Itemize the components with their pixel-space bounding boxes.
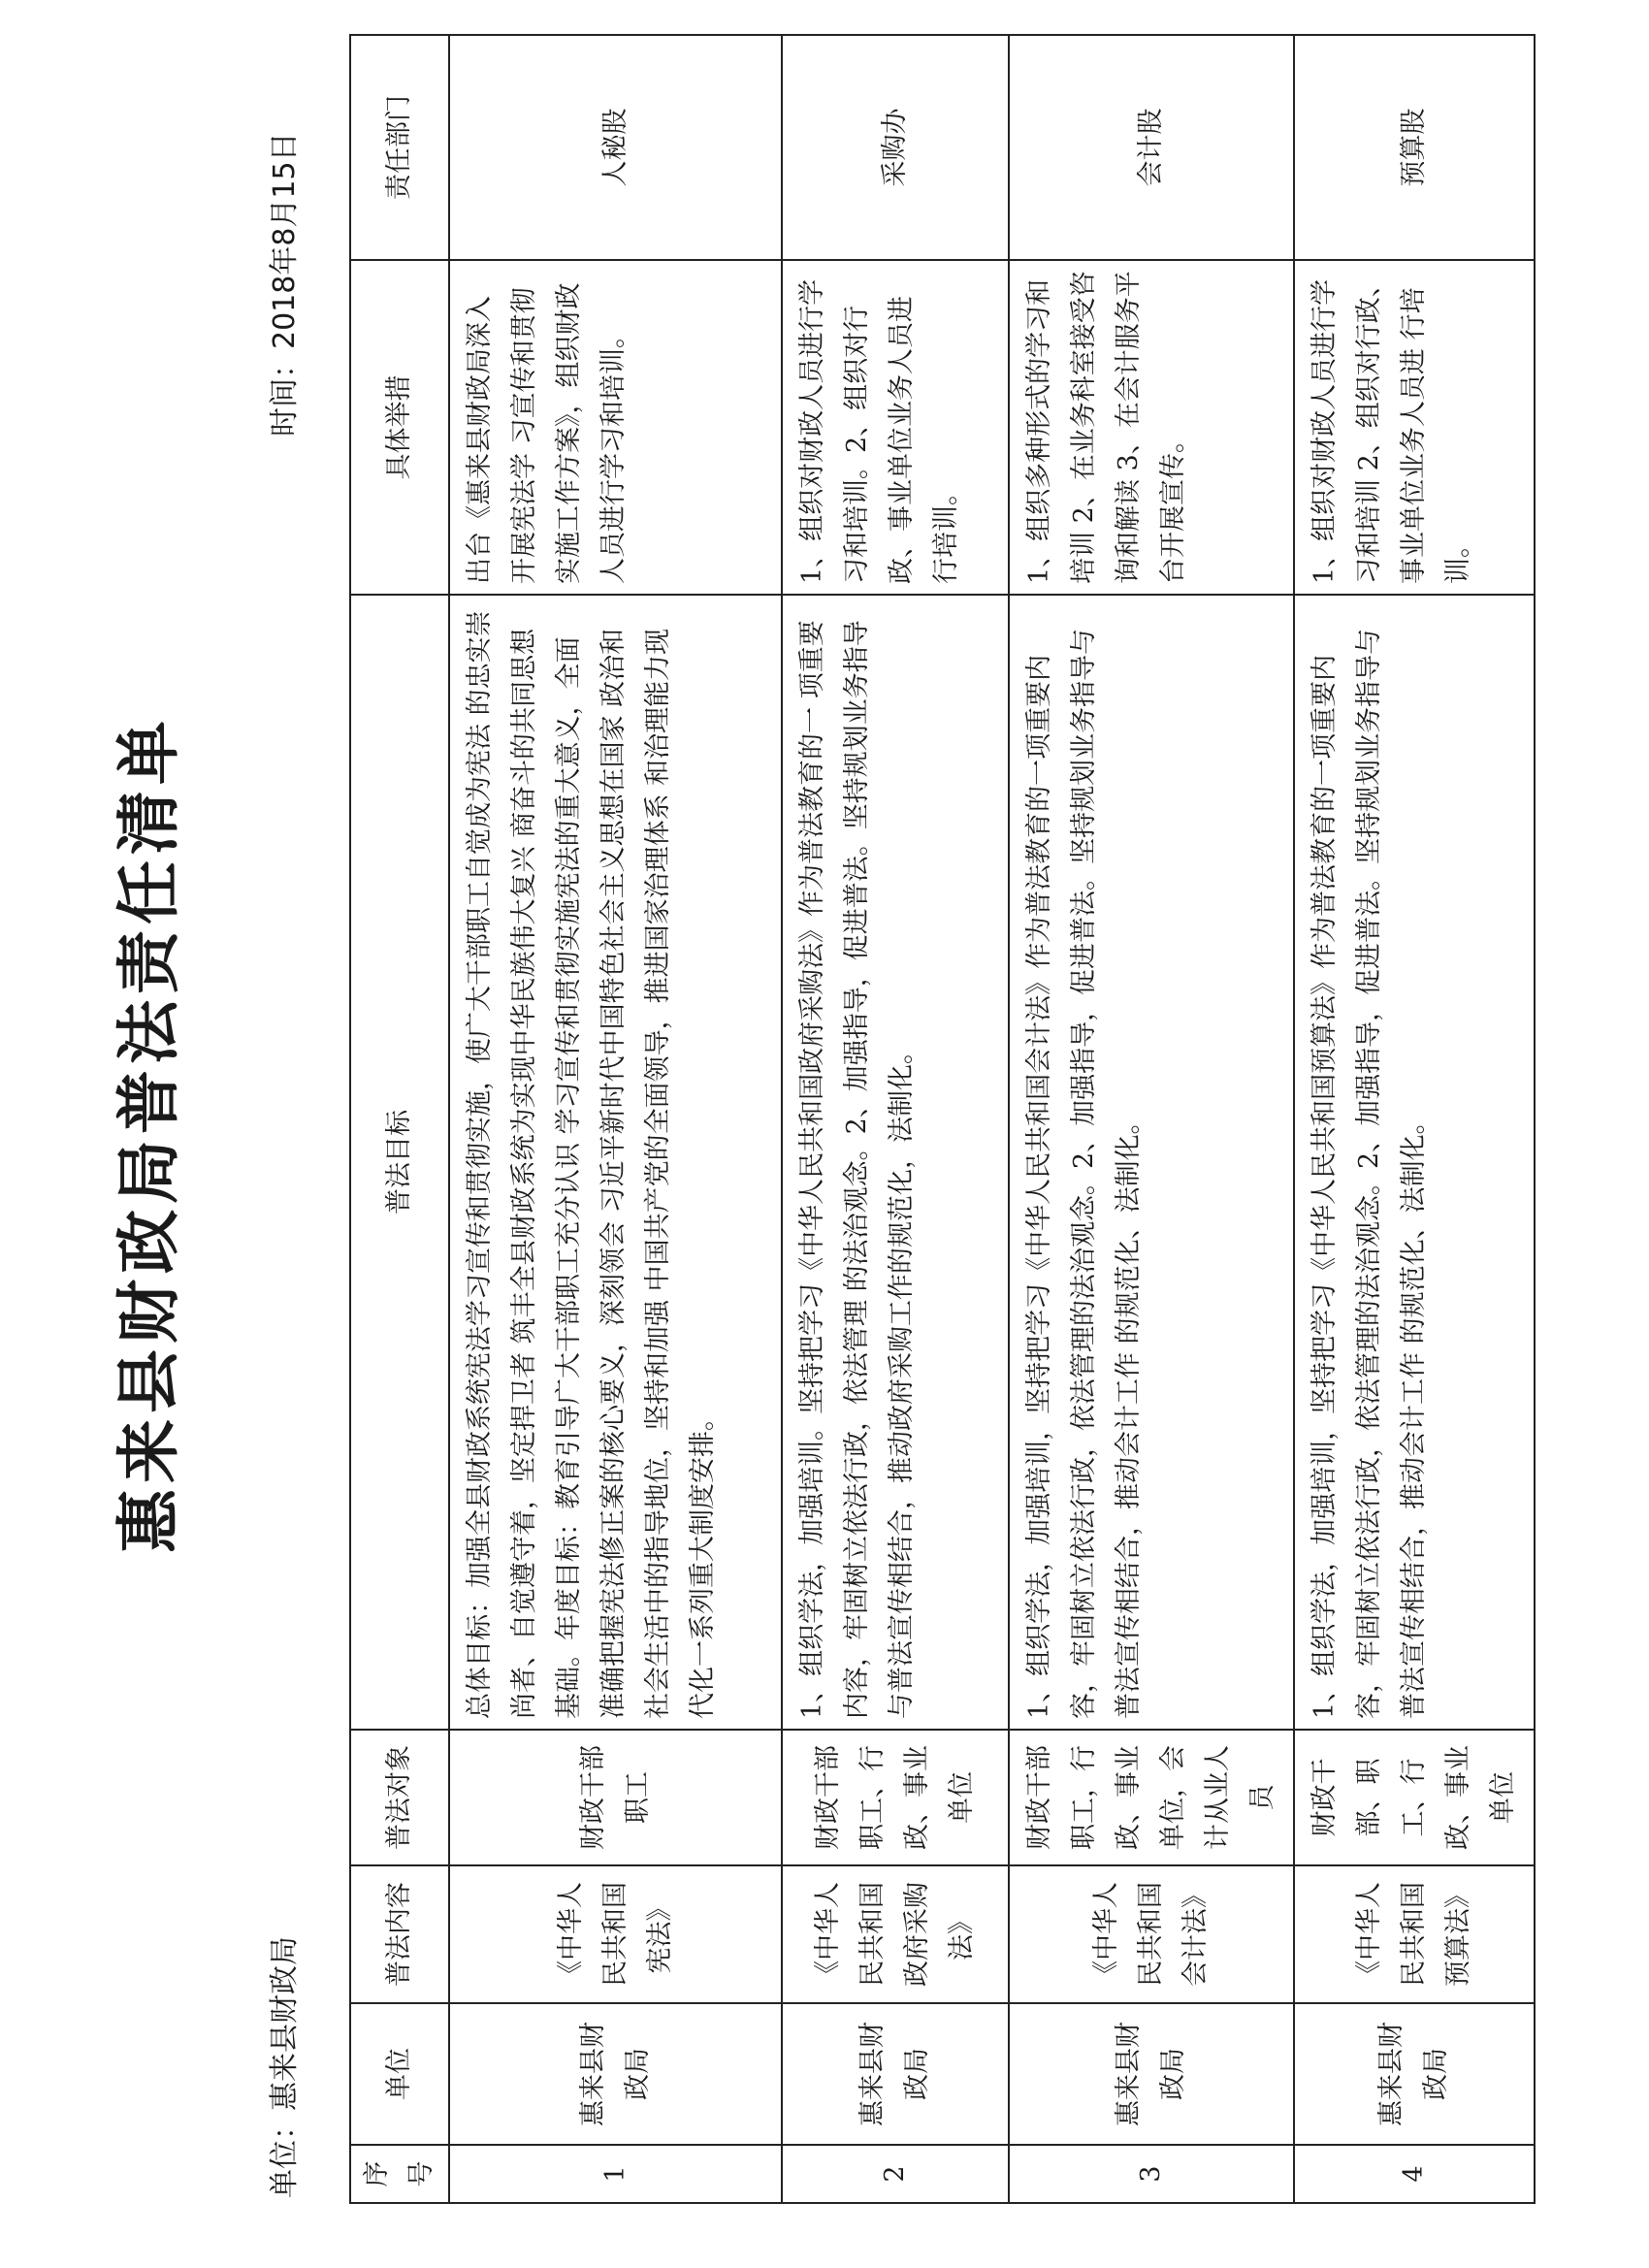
cell-target: 财政干部职工、行政、事业单位 <box>782 1730 1009 1865</box>
cell-content: 《中华人民共和国预算法》 <box>1294 1865 1535 2003</box>
table-row <box>782 35 1009 2203</box>
cell-dept: 预算股 <box>1294 35 1535 260</box>
cell-goal: 1、组织学法，加强培训，坚持把学习《中华人民共和国会计法》作为普法教育的一项重要内容，牢固树立依法行政，依法管理的法治观念。2、加强指导，促进普法。坚持规划业务指导与普法宣传相结合，推动会计工作 的规范化、法制化。 <box>1009 595 1294 1730</box>
cell-unit: 惠来县财政局 <box>1009 2003 1294 2145</box>
header-target: 普法对象 <box>350 1730 449 1865</box>
header-unit: 单位 <box>350 2003 449 2145</box>
cell-target: 财政干部、职工、行政、事业单位 <box>1294 1730 1535 1865</box>
cell-content: 《中华人民共和国会计法》 <box>1009 1865 1294 2003</box>
document-title: 惠来县财政局普法责任清单 <box>112 715 186 1553</box>
cell-measure: 1、组织对财政人员进行学习和培训。2、组织对行政、事业单位业务人员进行培训。 <box>782 260 1009 595</box>
cell-goal: 1、组织学法，加强培训。坚持把学习《中华人民共和国政府采购法》作为普法教育的一 项重要内容，牢固树立依法行政，依法管理 的法治观念。2、加强指导，促进普法。坚持规划业务指导与普法宣传相结合，推动政府采购工作的规范化，法制化。 <box>782 595 1009 1730</box>
header-measure: 具体举措 <box>350 260 449 595</box>
cell-dept: 会计股 <box>1009 35 1294 260</box>
cell-measure: 1、组织对财政人员进行学习和培训 2、组织对行政、事业单位业务人员进 行培训。 <box>1294 260 1535 595</box>
cell-seq: 1 <box>449 2145 782 2203</box>
header-goal: 普法目标 <box>350 595 449 1730</box>
cell-content: 《中华人民共和国宪法》 <box>449 1865 782 2003</box>
cell-dept: 采购办 <box>782 35 1009 260</box>
table-row <box>1009 35 1294 2203</box>
cell-goal: 总体目标：加强全县财政系统宪法学习宣传和贯彻实施，使广大干部职工自觉成为宪法 的忠实崇尚者、自觉遵守着，坚定捍卫者 筑丰全县财政系统为实现中华民族伟大复兴 商奋斗的共同思想基础。年度目标：教育引导广大干部职工充分认识 学习宣传和贯彻实施宪法的重大意义，全面 准确把握宪法修正案的核心要义，深刻领会 习近平新时代中国特色社会主义思想在国家 政治和社会生活中的指导地位，坚持和加强 中国共产党的全面领导，推进国家治理体系 和治理能力现代化一系列重大制度安排。 <box>449 595 782 1730</box>
cell-seq: 3 <box>1009 2145 1294 2203</box>
date-label: 时间：2018年8月15日 <box>268 132 302 437</box>
cell-dept: 人秘股 <box>449 35 782 260</box>
cell-measure: 1、组织多种形式的学习和培训 2、在业务科室接受咨询和解读 3、在会计服务平台开展宣传。 <box>1009 260 1294 595</box>
table-header-row <box>350 35 449 2203</box>
responsibility-table <box>349 34 1536 2204</box>
table-row <box>449 35 782 2203</box>
cell-measure: 出台《惠来县财政局深入开展宪法学 习宣传和贯彻实施工作方案》，组织财政人员进行学习和培训。 <box>449 260 782 595</box>
cell-goal: 1、组织学法，加强培训，坚持把学习《中华人民共和国预算法》作为普法教育的一项重要内容，牢固树立依法行政，依法管理的法治观念。2、加强指导，促进普法。坚持规划业务指导与普法宣传相结合，推动会计工作 的规范化、法制化。 <box>1294 595 1535 1730</box>
unit-label: 单位：惠来县财政局 <box>268 1936 302 2198</box>
table-row <box>1294 35 1535 2203</box>
cell-target: 财政干部职工 <box>449 1730 782 1865</box>
cell-unit: 惠来县财政局 <box>449 2003 782 2145</box>
header-content: 普法内容 <box>350 1865 449 2003</box>
cell-content: 《中华人民共和国政府采购法》 <box>782 1865 1009 2003</box>
cell-seq: 2 <box>782 2145 1009 2203</box>
cell-target: 财政干部职工，行政、事业单位，会 计从业人员 <box>1009 1730 1294 1865</box>
cell-unit: 惠来县财政局 <box>1294 2003 1535 2145</box>
header-seq: 序号 <box>350 2145 449 2203</box>
header-dept: 责任部门 <box>350 35 449 260</box>
cell-unit: 惠来县财政局 <box>782 2003 1009 2145</box>
cell-seq: 4 <box>1294 2145 1535 2203</box>
